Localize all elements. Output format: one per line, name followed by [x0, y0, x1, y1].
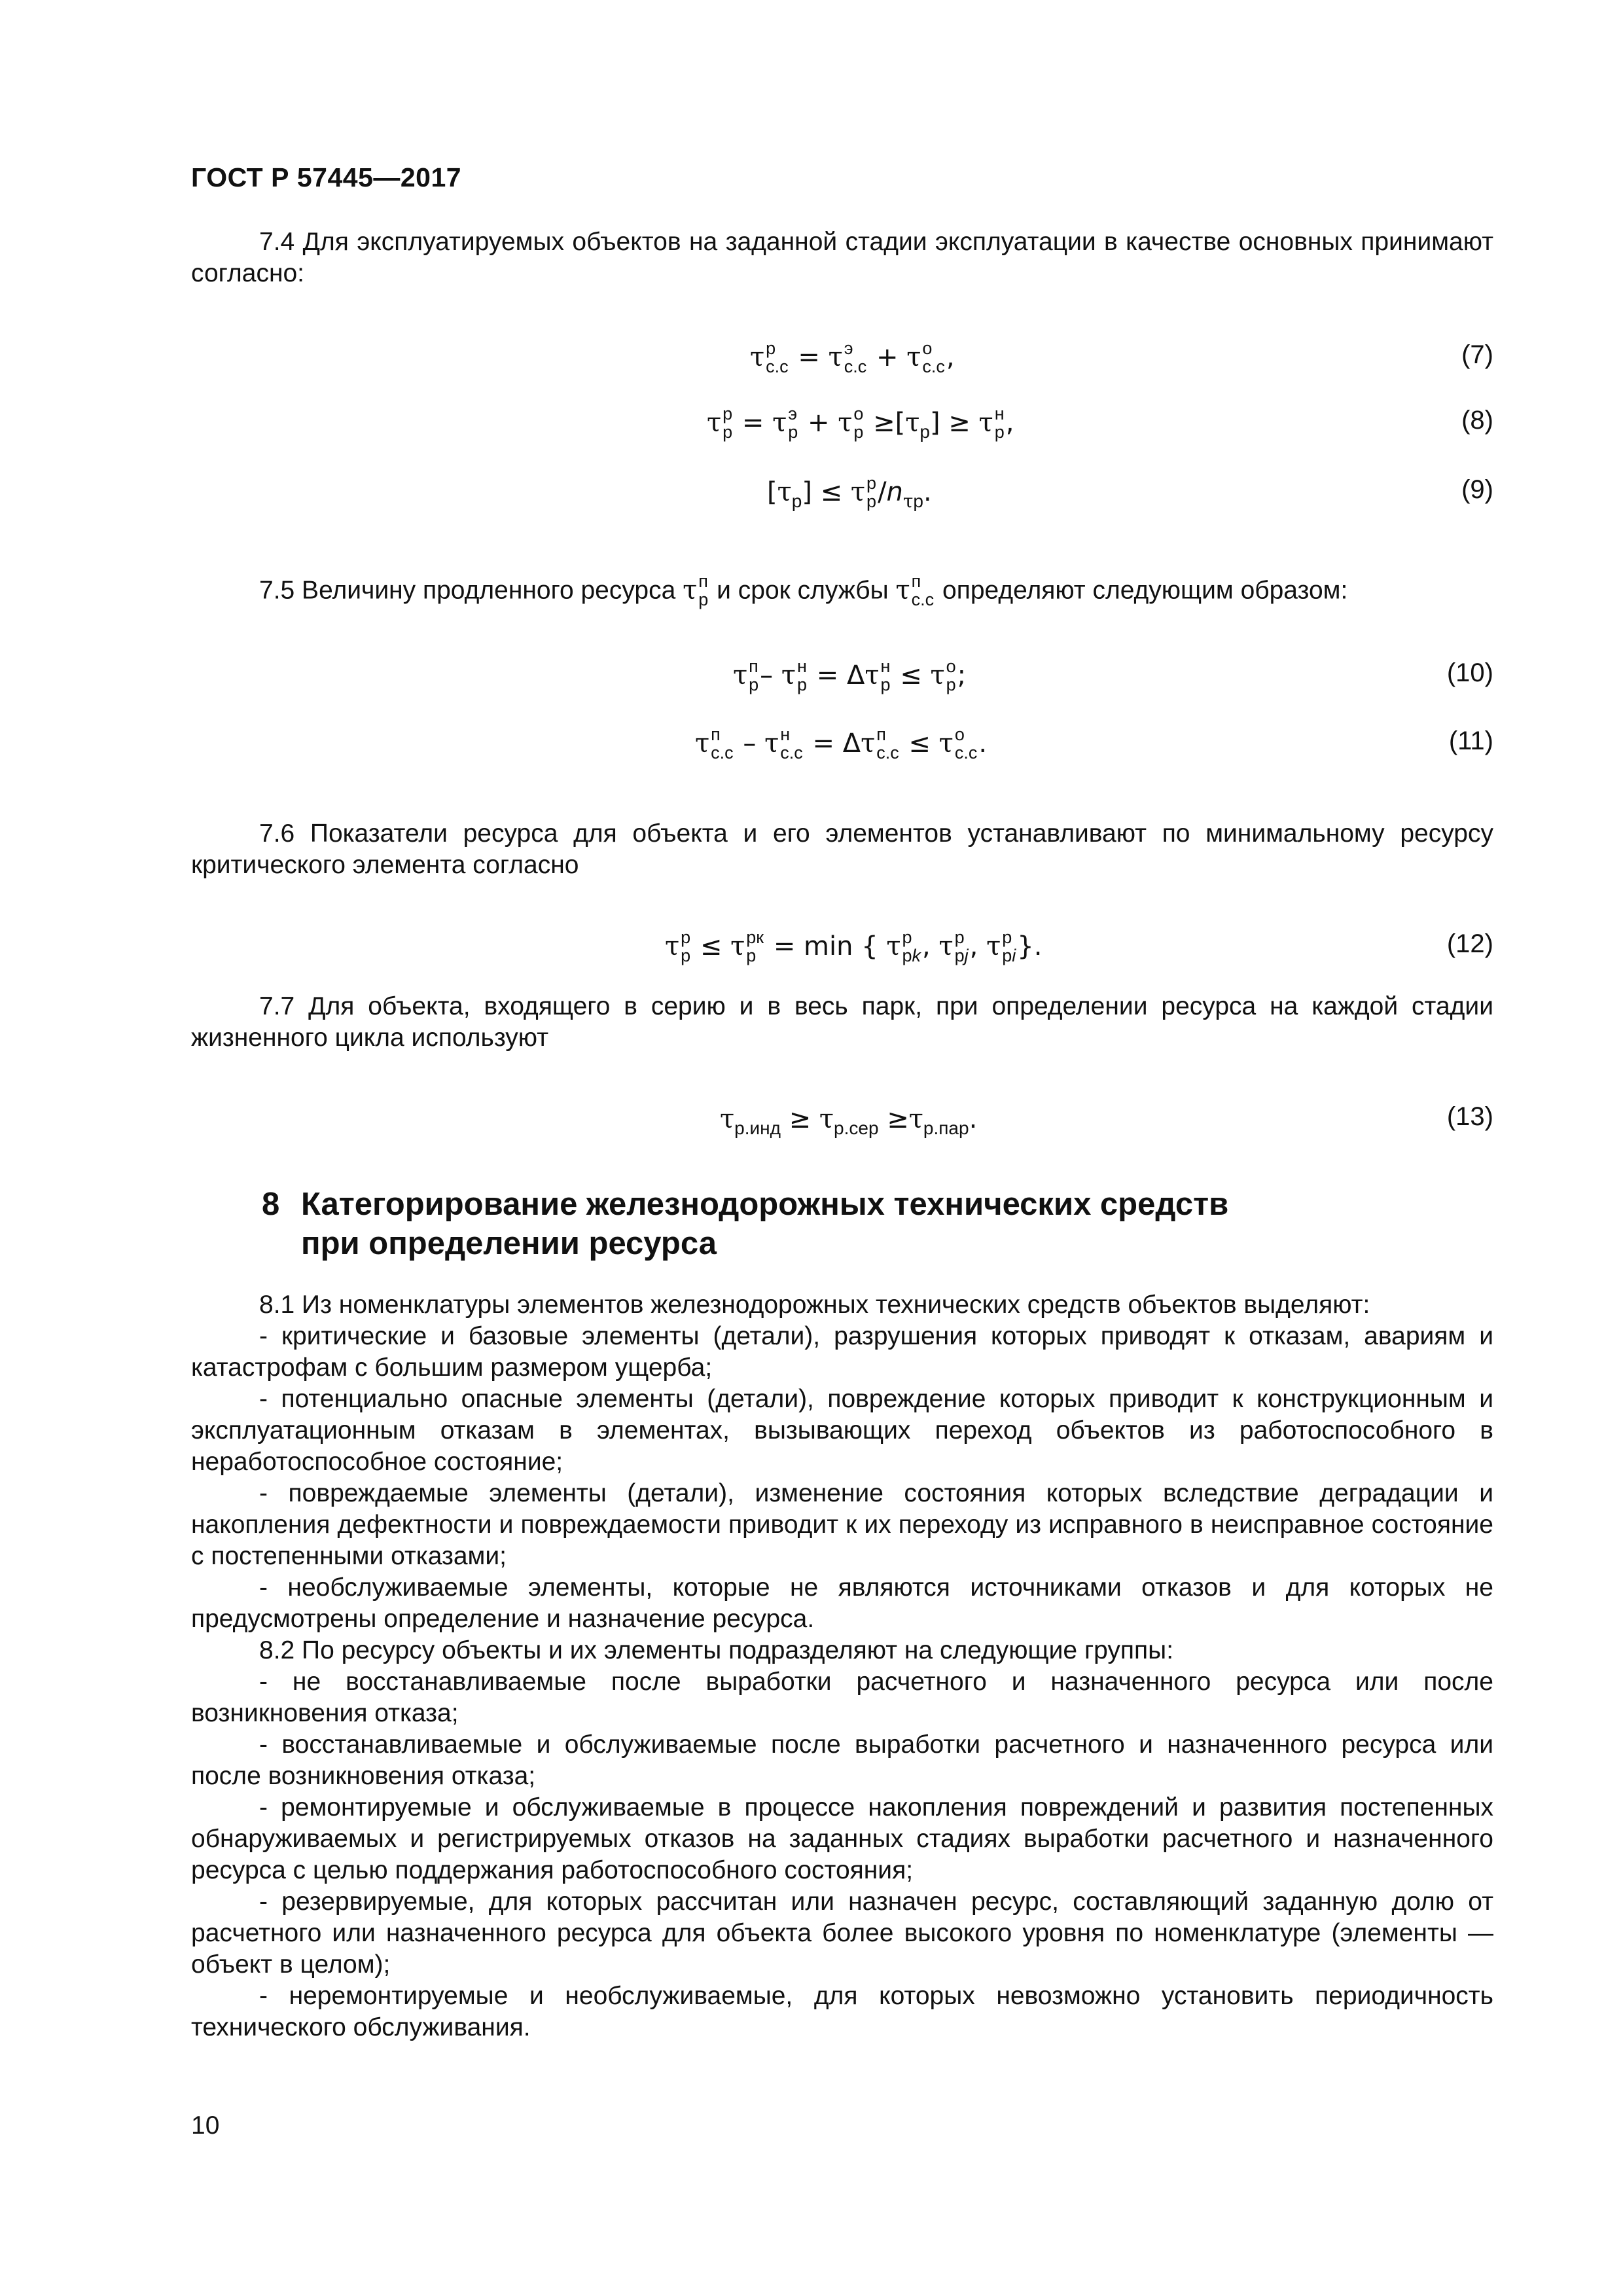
paragraph-7-7-text: 7.7 Для объекта, входящего в серию и в весь парк, при определении ресурса на каждой стадии жизненного цикла используют: [191, 992, 1493, 1052]
equation-7-number: (7): [1461, 340, 1493, 369]
section-8-line: - ремонтируемые и обслуживаемые в процессе накопления повреждений и развития постепенных обнаруживаемых и регистрируемых отказов на заданных стадиях выработки расчетного и назначенного ресурса с целью поддержания работоспособного состояния;: [191, 1793, 1493, 1884]
equation-13: [0, 1101, 1623, 1140]
equation-12: [0, 928, 1623, 967]
paragraph-7-4-text: 7.4 Для эксплуатируемых объектов на заданной стадии эксплуатации в качестве основных принимают согласно:: [191, 228, 1493, 287]
section-8-line: - неремонтируемые и необслуживаемые, для которых невозможно установить периодичность технического обслуживания.: [191, 1982, 1493, 2041]
section-8-line: 8.1 Из номенклатуры элементов железнодорожных технических средств объектов выделяют:: [259, 1291, 1370, 1319]
paragraph-7-5-text-c: определяют следующим образом:: [942, 576, 1348, 605]
paragraph-7-4: [191, 226, 1493, 289]
section-8-line: - необслуживаемые элементы, которые не являются источниками отказов и для которых не предусмотрены определение и назначение ресурса.: [191, 1573, 1493, 1633]
equation-8-number: (8): [1461, 406, 1493, 435]
paragraph-7-6: [191, 818, 1493, 881]
section-8-line: - критические и базовые элементы (детали), разрушения которых приводят к отказам, авариям и катастрофам с большим размером ущерба;: [191, 1322, 1493, 1382]
equation-9-number: (9): [1461, 475, 1493, 504]
equation-13-number: (13): [1446, 1102, 1493, 1131]
paragraph-7-5-text-a: 7.5 Величину продленного ресурса: [259, 576, 676, 605]
equation-7: [0, 339, 1623, 378]
equation-8-expression: τ р р = τ э р + τ о р $\ge[\tau_р] \ge \tau$ н р ,: [707, 404, 1014, 442]
section-8-line: - повреждаемые элементы (детали), изменение состояния которых вследствие деградации и накопления дефектности и повреждаемости приводит к их переходу из исправного в неисправное состояние с постепенными отказами;: [191, 1479, 1493, 1570]
equation-9-expression: $[\tau_р] \le \tau$ р р $/n_{\tau р}$.: [767, 473, 932, 512]
section-8-line: - не восстанавливаемые после выработки расчетного и назначенного ресурса или после возникновения отказа;: [191, 1668, 1493, 1727]
section-8-line: - восстанавливаемые и обслуживаемые после выработки расчетного и назначенного ресурса или после возникновения отказа;: [191, 1731, 1493, 1790]
section-8-line: - потенциально опасные элементы (детали), повреждение которых приводит к конструкционным и эксплуатационным отказам в элементах, вызывающих переход объектов из работоспособного в неработоспособное состояние;: [191, 1385, 1493, 1476]
equation-12-number: (12): [1446, 929, 1493, 958]
equation-11: [0, 725, 1623, 764]
equation-12-expression: τ р р ≤ τ рк р = min { τ р рk , τ р рj , τ р рi }.: [665, 927, 1043, 965]
section-8-body: [191, 1289, 1493, 2043]
section-8-line: - резервируемые, для которых рассчитан или назначен ресурс, составляющий заданную долю от расчетного или назначенного ресурса для объекта более высокого уровня по номенклатуре (элементы — объект в целом);: [191, 1888, 1493, 1979]
section-8-line: 8.2 По ресурсу объекты и их элементы подразделяют на следующие группы:: [259, 1636, 1174, 1664]
equation-7-expression: τ р с.с = τ э с.с + τ о с.с ,: [750, 338, 955, 376]
paragraph-7-6-text: 7.6 Показатели ресурса для объекта и его элементов устанавливают по минимальному ресурсу критического элемента согласно: [191, 819, 1493, 879]
paragraph-7-5-text-b: и срок службы: [717, 576, 889, 605]
section-8-number: 8: [262, 1187, 280, 1222]
section-8-title-line-1: Категорирование железнодорожных технических средств: [301, 1187, 1229, 1222]
equation-11-expression: τ п с.с – τ н с.с = Δτ п с.с ≤ τ о с.с .: [695, 725, 988, 762]
equation-10: [0, 657, 1623, 696]
paragraph-7-7: [191, 991, 1493, 1054]
equation-11-number: (11): [1448, 726, 1493, 755]
section-8-title-line-2: при определении ресурса: [301, 1226, 717, 1261]
page-number: 10: [191, 2111, 220, 2140]
standard-header: ГОСТ Р 57445—2017: [191, 162, 462, 192]
section-8-title: [262, 1185, 1228, 1263]
paragraph-7-5: 7.5 Величину продленного ресурса τ п р и срок службы τ п с.с определяют следующим образом:: [259, 571, 1348, 609]
equation-10-expression: τ п р – τ н р = Δτ н р ≤ τ о р ;: [733, 656, 967, 694]
equation-10-number: (10): [1446, 658, 1493, 687]
equation-8: [0, 404, 1623, 444]
equation-13-expression: $\tau_{р.инд} \ge \tau_{р.сер} \ge\tau_{р.пар}$.: [720, 1104, 978, 1138]
equation-9: [0, 474, 1623, 513]
